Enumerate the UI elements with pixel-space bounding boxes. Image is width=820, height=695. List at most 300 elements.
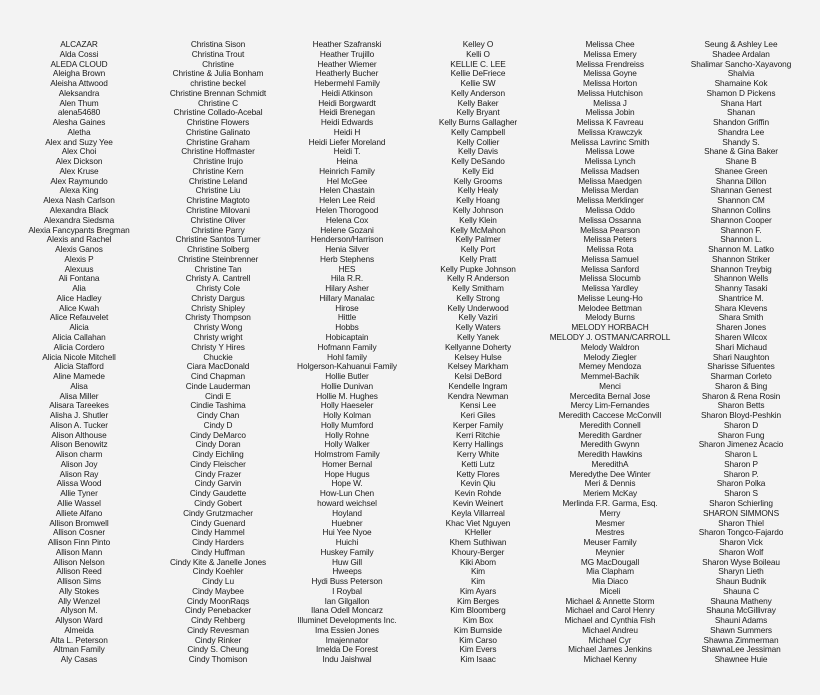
name-entry: Kelly Baker — [457, 97, 499, 108]
name-entry: Ciara MacDonald — [186, 361, 250, 372]
name-entry: Huw Gill — [331, 556, 363, 567]
name-entry: Heather Wiemer — [317, 58, 377, 69]
name-entry: Alex and Suzy Yee — [45, 136, 113, 147]
name-entry: Christine — [202, 58, 234, 69]
name-entry: Melody Ziegler — [583, 351, 637, 362]
name-entry: Shamon D Pickens — [706, 87, 776, 98]
name-entry: Kelley O — [462, 39, 494, 49]
name-entry: Shara Klevens — [714, 302, 768, 313]
name-entry: Mercy Lim-Fernandes — [570, 400, 650, 411]
name-entry: Alison Ray — [59, 468, 99, 479]
name-entry: Kellie SW — [460, 78, 496, 89]
name-entry: Alicia Stafford — [54, 361, 104, 372]
name-entry: Kelly Bryant — [456, 107, 500, 118]
name-entry: Kevin Weinert — [452, 497, 504, 508]
name-entry: Shari Naughton — [712, 351, 770, 362]
name-entry: Alice Hadley — [56, 292, 102, 303]
name-entry: Sharon Wolf — [718, 546, 764, 557]
name-entry: Christy Shipley — [191, 302, 245, 313]
name-entry: ShawnaLee Jessiman — [701, 644, 781, 655]
name-entry: Alice Refauvelet — [49, 312, 109, 323]
name-entry: Melissa Goyne — [583, 68, 637, 79]
name-entry: Heather Szafranski — [312, 39, 382, 49]
name-entry: Shari Michaud — [715, 341, 767, 352]
name-entry: Melissa Merklinger — [576, 195, 644, 206]
name-entry: Kellie DeFriece — [450, 68, 506, 79]
name-entry: Michael & Annette Storm — [565, 595, 655, 606]
name-entry: Melissa Frendreiss — [576, 58, 644, 69]
name-entry: Alexia Fancypants Bregman — [28, 224, 130, 235]
name-entry: Melissa Lavrinc Smith — [570, 136, 650, 147]
name-entry: Cindy S. Cheung — [187, 644, 249, 655]
name-entry: Cindy Gobert — [194, 497, 242, 508]
name-entry: Melissa Peters — [583, 234, 637, 245]
name-entry: MG MacDougall — [580, 556, 640, 567]
name-entry: Shannon M. Latko — [708, 244, 774, 255]
name-entry: Christine Brennan Schmidt — [169, 87, 267, 98]
name-entry: Cindy Garvin — [194, 478, 242, 489]
name-entry: Sharon P — [724, 458, 758, 469]
name-entry: Allie Wassel — [57, 497, 101, 508]
name-entry: Helene Gozani — [320, 224, 374, 235]
name-entry: Cindy Koehler — [192, 566, 244, 577]
name-entry: Alison charm — [55, 449, 103, 460]
name-entry: Aleisha Attwood — [50, 78, 108, 89]
name-entry: Hila R.R. — [330, 273, 364, 284]
name-entry: Shannon Striker — [712, 253, 770, 264]
name-entry: Kim Bloomberg — [450, 605, 506, 616]
name-entry: Helena Cox — [325, 214, 369, 225]
name-entry: Hollie M. Hughes — [316, 390, 378, 401]
name-entry: Melissa Slocumb — [579, 273, 641, 284]
name-entry: Melissa J — [593, 97, 627, 108]
name-entry: Cindy Lu — [202, 576, 234, 587]
name-entry: Alison Althouse — [51, 429, 107, 440]
name-entry: Alex Choi — [61, 146, 97, 157]
name-entry: Christine Liu — [195, 185, 241, 196]
name-entry: Allison Sims — [57, 576, 101, 587]
name-entry: Alexa King — [59, 185, 99, 196]
name-entry: Kelly Underwood — [447, 302, 509, 313]
name-entry: Alisa Miller — [59, 390, 99, 401]
name-entry: Heidi Borgwardt — [318, 97, 376, 108]
name-entry: Cindi E — [204, 390, 232, 401]
name-entry: KELLIE C. LEE — [450, 58, 506, 69]
name-column-6 — [677, 40, 805, 665]
name-entry: Christine Galinato — [185, 126, 251, 137]
name-entry: Cindy Hammel — [191, 527, 245, 538]
name-entry: Sharon P. — [723, 468, 759, 479]
name-entry: HES — [338, 263, 356, 274]
name-entry: Holly Mumford — [320, 419, 374, 430]
name-entry: Michael James Jenkins — [568, 644, 652, 655]
name-entry: Allison Finn Pinto — [47, 537, 111, 548]
name-entry: Mia Clapham — [586, 566, 634, 577]
name-entry: Memmel-Bachik — [580, 371, 640, 382]
name-entry: Keyla Villarreal — [451, 507, 505, 518]
name-entry: Allison Mann — [55, 546, 103, 557]
name-entry: Shauna McGillivray — [706, 605, 776, 616]
name-entry: Illuminet Developments Inc. — [297, 615, 397, 626]
name-entry: Christine Steinbrenner — [177, 253, 259, 264]
name-entry: Shantrice M. — [718, 292, 764, 303]
name-entry: Cindy Doran — [195, 439, 241, 450]
name-entry: Shauna C — [722, 585, 760, 596]
name-entry: Melissa Emery — [583, 48, 637, 59]
name-entry: Shanee Green — [714, 165, 768, 176]
name-entry: Kelly Collier — [456, 136, 500, 147]
name-entry: Kelli O — [466, 48, 490, 59]
name-entry: Christine Magtoto — [186, 195, 250, 206]
name-entry: Kelly Johnson — [452, 205, 504, 216]
name-entry: Cindy Maybee — [192, 585, 244, 596]
name-entry: KHeller — [464, 527, 492, 538]
name-entry: Hebermehl Family — [314, 78, 380, 89]
name-entry: Mia Diaco — [592, 576, 628, 587]
name-entry: Alen Thum — [59, 97, 99, 108]
name-entry: Cindy Rehberg — [190, 615, 246, 626]
name-entry: Heidi Atkinson — [321, 87, 373, 98]
name-entry: Kelsey Markham — [447, 361, 509, 372]
name-entry: Meynier — [595, 546, 625, 557]
name-entry: Shalvia — [727, 68, 755, 79]
name-entry: Meredythe Dee Winter — [569, 468, 651, 479]
name-entry: Meredith Gardner — [578, 429, 642, 440]
name-entry: Shandy S. — [722, 136, 760, 147]
name-entry: Alexis P — [64, 253, 94, 264]
name-entry: Michael and Carol Henry — [565, 605, 655, 616]
name-entry: Hel McGee — [326, 175, 368, 186]
name-entry: Hobbs — [335, 322, 359, 333]
name-entry: Melissa Pearson — [580, 224, 640, 235]
name-entry: Christine Santos Turner — [175, 234, 261, 245]
name-entry: Shannon CM — [717, 195, 765, 206]
name-entry: Alex Kruse — [59, 165, 99, 176]
name-entry: Christine Oliver — [190, 214, 246, 225]
name-entry: Christine Solberg — [187, 244, 249, 255]
name-entry: Heidi Edwards — [320, 117, 374, 128]
name-entry: Helen Chastain — [319, 185, 375, 196]
name-entry: Michael Andreu — [582, 624, 638, 635]
name-entry: Imajennator — [325, 634, 369, 645]
name-entry: Kelly Grooms — [453, 175, 503, 186]
name-entry: Ilana Odell Moncarz — [311, 605, 383, 616]
name-entry: Shaun Budnik — [715, 576, 767, 587]
name-entry: Christy Thompson — [185, 312, 251, 323]
name-entry: Shandon Griffin — [712, 117, 769, 128]
name-entry: Kelly Healy — [457, 185, 499, 196]
name-entry: Khem Suthiwan — [449, 537, 507, 548]
name-entry: Hydi Buss Peterson — [311, 576, 383, 587]
name-entry: Seung & Ashley Lee — [704, 39, 778, 49]
name-entry: Henderson/Harrison — [310, 234, 384, 245]
name-entry: Melissa Horton — [583, 78, 637, 89]
name-entry: Melodee Bettman — [578, 302, 642, 313]
name-entry: Melissa Oddo — [585, 205, 635, 216]
name-entry: ALEDA CLOUD — [50, 58, 108, 69]
name-entry: Holmstrom Family — [314, 449, 380, 460]
name-entry: Melissa Hutchison — [577, 87, 643, 98]
name-entry: Sharen Wilcox — [714, 331, 768, 342]
name-entry: Christine Collado-Acebal — [173, 107, 263, 118]
name-entry: Alison A. Tucker — [50, 419, 108, 430]
name-entry: Michael Cyr — [588, 634, 632, 645]
name-entry: Christine Kern — [192, 165, 244, 176]
name-entry: Christy Dargus — [191, 292, 245, 303]
name-entry: Heatherly Bucher — [315, 68, 379, 79]
name-entry: Alicia Nicole Mitchell — [42, 351, 116, 362]
name-entry: Allison Nelson — [53, 556, 105, 567]
name-entry: Alice Kwah — [58, 302, 100, 313]
name-entry: Allison Reed — [56, 566, 102, 577]
name-entry: Hoyland — [332, 507, 362, 518]
name-entry: Sharon Tongco-Fajardo — [698, 527, 784, 538]
name-entry: Allison Bromwell — [49, 517, 109, 528]
name-entry: Alexuus — [64, 263, 94, 274]
name-entry: Herb Stephens — [319, 253, 375, 264]
name-entry: Shara Smith — [718, 312, 764, 323]
name-entry: Melissa Lynch — [584, 156, 636, 167]
name-entry: Melissa Madsen — [580, 165, 640, 176]
name-entry: Christina Trout — [191, 48, 245, 59]
name-entry: Alliete Alfano — [55, 507, 103, 518]
donor-name-list — [0, 39, 820, 665]
name-entry: Alta L. Peterson — [50, 634, 108, 645]
name-entry: Alicia Cordero — [53, 341, 105, 352]
name-entry: Melody Burns — [585, 312, 635, 323]
name-entry: Kerry White — [456, 449, 500, 460]
name-entry: Kim — [471, 566, 485, 577]
name-column-5 — [540, 40, 680, 665]
name-entry: Sharon & Bing — [714, 380, 768, 391]
name-entry: Sharon Jimenez Acacio — [698, 439, 784, 450]
name-entry: Alex Dickson — [55, 156, 103, 167]
name-entry: Melody Waldron — [580, 341, 640, 352]
name-entry: Christy A. Cantrell — [185, 273, 251, 284]
name-entry: Sharon L — [724, 449, 758, 460]
name-entry: Christine Milovani — [186, 205, 250, 216]
name-entry: Alexa Nash Carlson — [43, 195, 115, 206]
name-entry: Kelly Waters — [455, 322, 501, 333]
name-entry: Melissa Yardley — [581, 283, 639, 294]
name-entry: Cindy Fleischer — [190, 458, 246, 469]
name-entry: Imelda De Forest — [315, 644, 379, 655]
name-entry: Kelly Campbell — [451, 126, 505, 137]
name-entry: Alison Benowitz — [50, 439, 108, 450]
name-entry: How-Lun Chen — [319, 488, 375, 499]
name-entry: Melissa Rota — [586, 244, 634, 255]
name-entry: howard weichsel — [317, 497, 377, 508]
name-entry: Melissa Maedgen — [578, 175, 642, 186]
name-entry: Christine Leland — [188, 175, 248, 186]
name-entry: Ian Gilgallon — [324, 595, 370, 606]
name-entry: Melisse Leung-Ho — [577, 292, 643, 303]
name-entry: Alicia — [69, 322, 89, 333]
name-entry: Sharon Vick — [719, 537, 763, 548]
name-entry: Shanna Dillon — [715, 175, 767, 186]
name-entry: Melissa Krawczyk — [577, 126, 643, 137]
name-entry: MeredithA — [591, 458, 629, 469]
name-entry: Kerri Ritchie — [456, 429, 500, 440]
name-entry: Hollie Butler — [325, 371, 369, 382]
name-entry: Hweeps — [332, 566, 362, 577]
name-entry: Kelly Anderson — [451, 87, 505, 98]
name-entry: Hittle — [337, 312, 357, 323]
name-entry: Cindie Tashima — [190, 400, 246, 411]
name-entry: Kendra Newman — [447, 390, 509, 401]
name-entry: Sharon Fung — [717, 429, 765, 440]
name-entry: Alia — [72, 283, 86, 294]
name-entry: Heather Trujillo — [319, 48, 375, 59]
name-entry: Christine Irujo — [193, 156, 243, 167]
name-entry: Hohl family — [327, 351, 367, 362]
name-entry: Kim Carso — [459, 634, 497, 645]
name-entry: Kelly R Anderson — [446, 273, 510, 284]
name-entry: Cindy Gaudette — [189, 488, 247, 499]
name-entry: Allison Cosner — [52, 527, 106, 538]
name-entry: Kelsi DeBord — [454, 371, 502, 382]
name-entry: Sharisse Sifuentes — [707, 361, 775, 372]
name-entry: SHARON SIMMONS — [702, 507, 780, 518]
name-entry: Kelly Palmer — [455, 234, 501, 245]
name-entry: Sharman Corleto — [710, 371, 772, 382]
name-entry: Kelly Smitham — [452, 283, 504, 294]
name-entry: Hope Hugus — [324, 468, 370, 479]
name-entry: Alisara Tareekes — [49, 400, 109, 411]
name-entry: Shauni Adams — [714, 615, 768, 626]
name-entry: Meredith Connell — [579, 419, 641, 430]
name-entry: Alexis Ganos — [55, 244, 103, 255]
name-entry: Kelly Port — [460, 244, 496, 255]
name-entry: Heidi T. — [333, 146, 361, 157]
name-entry: Meuser Family — [583, 537, 637, 548]
name-entry: Kevin Qiu — [460, 478, 496, 489]
name-entry: Meri & Dennis — [584, 478, 636, 489]
name-entry: Kiki Abom — [460, 556, 496, 567]
name-entry: Mercedita Bernal Jose — [569, 390, 651, 401]
name-entry: Christine & Julia Bonham — [172, 68, 264, 79]
name-entry: Meredith Hawkins — [577, 449, 643, 460]
name-entry: Ima Essien Jones — [315, 624, 379, 635]
name-entry: Aline Mamede — [53, 371, 105, 382]
name-entry: Kellyanne Doherty — [444, 341, 512, 352]
name-entry: Hilary Asher — [325, 283, 369, 294]
name-entry: Sharon & Rena Rosin — [701, 390, 781, 401]
name-entry: Shawnee Huie — [714, 654, 768, 665]
name-entry: Kim — [471, 576, 485, 587]
name-entry: Ally Stokes — [59, 585, 99, 596]
name-entry: Indu Jaishwal — [322, 654, 372, 665]
name-entry: Sharyn Lieth — [718, 566, 764, 577]
name-entry: Aletha — [67, 126, 91, 137]
name-entry: Cindy D — [203, 419, 233, 430]
name-entry: Kelsey Hulse — [454, 351, 502, 362]
name-entry: Kelly Vaziri — [458, 312, 498, 323]
name-entry: Memey Mendoza — [578, 361, 642, 372]
name-entry: Hope W. — [331, 478, 363, 489]
name-column-1 — [20, 40, 138, 665]
name-entry: Alicia Callahan — [52, 331, 106, 342]
name-entry: Helen Thorogood — [315, 205, 379, 216]
name-entry: Shannon F. — [720, 224, 762, 235]
name-entry: Christy wright — [193, 331, 243, 342]
name-entry: Mestres — [595, 527, 625, 538]
name-entry: Cindy Frazer — [194, 468, 242, 479]
name-entry: Khoury-Berger — [451, 546, 505, 557]
name-entry: Shannon Treybig — [710, 263, 772, 274]
name-entry: Christine Flowers — [186, 117, 250, 128]
name-entry: Sharon Betts — [717, 400, 765, 411]
name-entry: Kim Evers — [459, 644, 497, 655]
name-entry: Allyson M. — [60, 605, 98, 616]
name-entry: Melissa K Favreau — [576, 117, 644, 128]
name-entry: Kim Berges — [457, 595, 499, 606]
name-entry: Alesha Gaines — [52, 117, 106, 128]
name-entry: Cindy Rinker — [194, 634, 242, 645]
name-entry: Ali Fontana — [58, 273, 100, 284]
name-entry: Mesmer — [595, 517, 625, 528]
name-entry: Christine Parry — [191, 224, 245, 235]
name-entry: Kelly DeSando — [451, 156, 505, 167]
name-entry: Cindy Revesman — [187, 624, 249, 635]
name-entry: Christine Hoffmaster — [181, 146, 255, 157]
name-entry: Shanny Tasaki — [714, 283, 768, 294]
name-entry: Shannon Collins — [711, 205, 771, 216]
name-entry: MELODY HORBACH — [571, 322, 649, 333]
name-entry: Kelly Strong — [456, 292, 500, 303]
name-entry: Shamaine Kok — [714, 78, 768, 89]
name-entry: Christine Graham — [186, 136, 250, 147]
name-entry: Kevin Rohde — [454, 488, 502, 499]
name-entry: Aly Casas — [60, 654, 98, 665]
name-entry: Shannan Genest — [710, 185, 772, 196]
name-entry: Melissa Merdan — [581, 185, 639, 196]
name-entry: Huskey Family — [320, 546, 374, 557]
name-entry: Shanan — [726, 107, 755, 118]
name-entry: Meredith Gwynn — [580, 439, 640, 450]
name-entry: Sharon Wyse Boileau — [702, 556, 780, 567]
name-entry: Kim Box — [462, 615, 494, 626]
name-entry: christine beckel — [190, 78, 246, 89]
name-entry: Shandra Lee — [717, 126, 765, 137]
name-entry: Shauna Matheny — [710, 595, 772, 606]
name-entry: Kim Isaac — [460, 654, 496, 665]
name-entry: Helen Lee Reid — [319, 195, 375, 206]
name-entry: Heidi Liefer Moreland — [308, 136, 386, 147]
name-entry: Cindy Huffman — [191, 546, 245, 557]
name-entry: Kensi Lee — [459, 400, 496, 411]
name-entry: Christy Wong — [193, 322, 243, 333]
name-entry: Meriem McKay — [582, 488, 638, 499]
name-entry: Holly Walker — [324, 439, 370, 450]
name-entry: Christy Cole — [196, 283, 240, 294]
name-entry: Christine C — [198, 97, 238, 108]
name-column-4 — [413, 40, 543, 665]
name-entry: Altman Family — [53, 644, 105, 655]
name-entry: Alexandra Black — [49, 205, 109, 216]
name-entry: Alexis and Rachel — [46, 234, 112, 245]
name-entry: Ally Wenzel — [57, 595, 101, 606]
name-entry: Cindy Guenard — [190, 517, 246, 528]
name-entry: Meredith Caccese McConvill — [558, 410, 662, 421]
name-entry: Aleigha Brown — [52, 68, 106, 79]
name-entry: Kelly Pratt — [459, 253, 497, 264]
name-entry: Melissa Ossanna — [578, 214, 642, 225]
name-entry: Alex Raymundo — [50, 175, 108, 186]
name-entry: Sharon D — [723, 419, 759, 430]
name-entry: Aleksandra — [58, 87, 100, 98]
name-entry: Ketti Lutz — [461, 458, 495, 469]
